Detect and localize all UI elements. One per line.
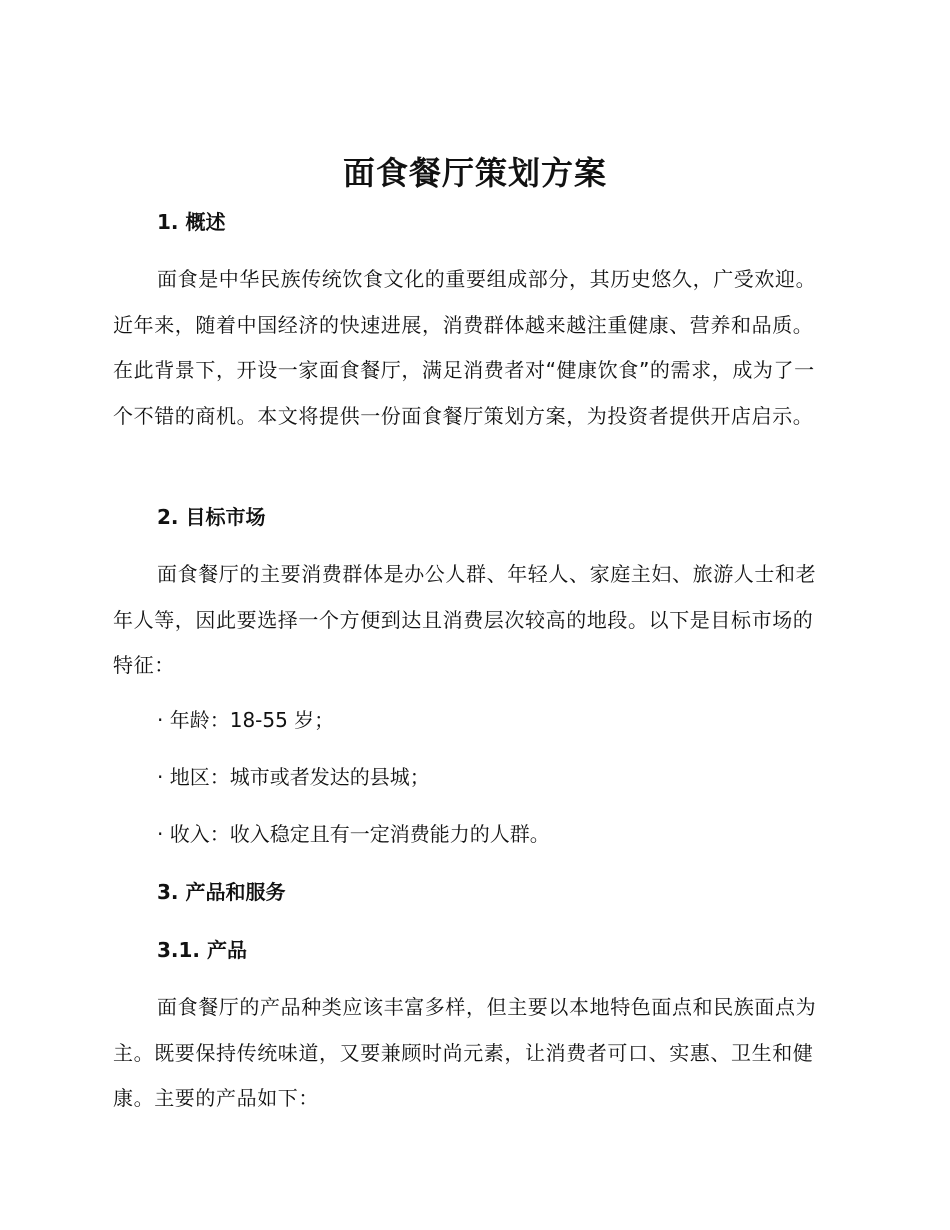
overview-paragraph: 面食是中华民族传统饮食文化的重要组成部分，其历史悠久，广受欢迎。近年来，随着中国经济的快速进展，消费群体越来越注重健康、营养和品质。在此背景下，开设一家面食餐厅，满足消费者对“健康饮食”的需求，成为了一个不错的商机。本文将提供一份面食餐厅策划方案，为投资者提供开店启示。	[113, 267, 817, 428]
target-market-paragraph: 面食餐厅的主要消费群体是办公人群、年轻人、家庭主妇、旅游人士和老年人等，因此要选择一个方便到达且消费层次较高的地段。以下是目标市场的特征：	[113, 562, 817, 678]
section-heading-products-services: 3. 产品和服务	[157, 880, 286, 904]
section-heading-overview: 1. 概述	[157, 210, 226, 234]
bullet-region: · 地区：城市或者发达的县城；	[157, 765, 430, 789]
document-title: 面食餐厅策划方案	[342, 154, 607, 192]
section-heading-target-market: 2. 目标市场	[157, 505, 266, 529]
bullet-income: · 收入：收入稳定且有一定消费能力的人群。	[157, 822, 550, 846]
bullet-age: · 年龄：18-55 岁；	[157, 708, 335, 732]
products-paragraph: 面食餐厅的产品种类应该丰富多样，但主要以本地特色面点和民族面点为主。既要保持传统味道，又要兼顾时尚元素，让消费者可口、实惠、卫生和健康。主要的产品如下：	[113, 995, 817, 1111]
sub-heading-products: 3.1. 产品	[157, 938, 247, 962]
